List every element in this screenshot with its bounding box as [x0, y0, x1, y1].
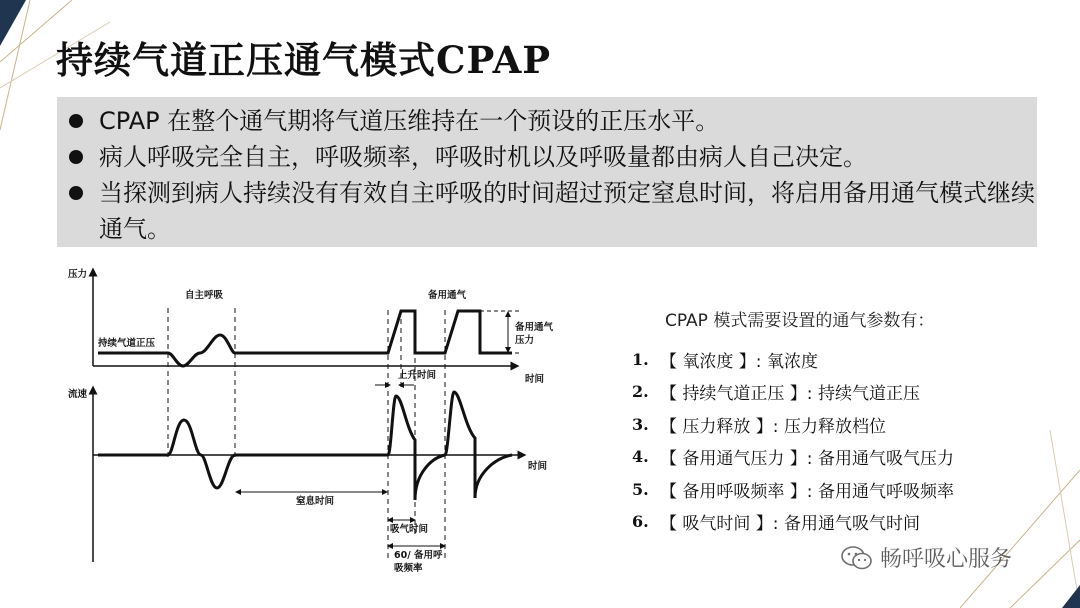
- pressure-axis-label: 压力: [68, 269, 88, 280]
- corner-triangle: [0, 0, 26, 46]
- pressure-waveform: [98, 311, 512, 366]
- parameter-list: [632, 306, 1072, 538]
- flow-waveform: [98, 392, 512, 500]
- flow-axis-label: 流速: [68, 389, 88, 400]
- gold-line: [0, 0, 30, 130]
- backup-pressure-label: 压力: [515, 335, 535, 346]
- page-title: 持续气道正压通气模式CPAP: [56, 38, 552, 82]
- time-label-top: 时间: [525, 374, 545, 385]
- backup-pressure-label: 备用通气: [515, 322, 554, 333]
- rise-time-label: 上升时间: [398, 370, 437, 381]
- parameter-item: 1. 【 氧浓度 】: 氧浓度: [632, 349, 818, 372]
- insp-time-label: 吸气时间: [390, 524, 429, 535]
- bullet-item: 病人呼吸完全自主，呼吸频率，呼吸时机以及呼吸量都由病人自己决定。: [65, 139, 1037, 175]
- time-label-bottom: 时间: [528, 461, 548, 472]
- parameter-item: 2. 【 持续气道正压 】: 持续气道正压: [632, 382, 920, 405]
- cpap-level-label: 持续气道正压: [98, 338, 156, 349]
- parameter-item: 3. 【 压力释放 】: 压力释放档位: [632, 414, 886, 437]
- backup-rate-label: 60/ 备用呼: [394, 550, 443, 561]
- apnea-time-label: 窒息时间: [296, 496, 335, 507]
- wechat-icon: [840, 544, 874, 572]
- parameter-item: 4. 【 备用通气压力 】: 备用通气吸气压力: [632, 447, 954, 470]
- bullet-panel: [57, 97, 1037, 247]
- bullet-item: 当探测到病人持续没有有效自主呼吸的时间超过预定窒息时间，将启用备用通气模式继续通气。: [65, 175, 1037, 247]
- backup-rate-label: 吸频率: [394, 563, 423, 574]
- watermark-text: 畅呼吸心服务: [880, 547, 1013, 572]
- spontaneous-label: 自主呼吸: [185, 290, 224, 301]
- parameter-item: 5. 【 备用呼吸频率 】: 备用通气呼吸频率: [632, 479, 954, 502]
- parameter-item: 6. 【 吸气时间 】: 备用通气吸气时间: [632, 512, 920, 535]
- corner-triangle: [1062, 585, 1080, 608]
- bullet-item: CPAP 在整个通气期将气道压维持在一个预设的正压水平。: [65, 103, 1037, 139]
- backup-label: 备用通气: [428, 290, 467, 301]
- cpap-waveform-diagram: [60, 262, 560, 580]
- watermark: [840, 542, 1012, 573]
- parameter-list-title: CPAP 模式需要设置的通气参数有：: [665, 311, 935, 331]
- gold-line: [1010, 540, 1080, 608]
